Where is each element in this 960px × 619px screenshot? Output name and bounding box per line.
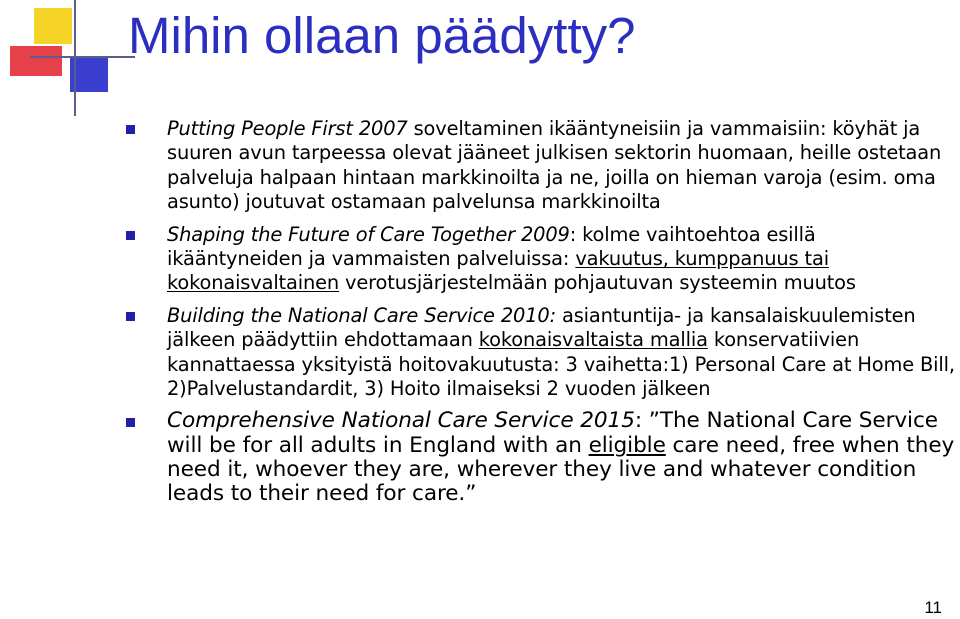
slide-title: Mihin ollaan päädytty? <box>128 7 636 64</box>
bullet-heading: Comprehensive National Care Service 2015 <box>167 408 635 434</box>
bullet-body: konservatiivien kannattaessa yksityistä hoitovakuutusta: 3 vaihetta:1) Personal Care at Home Bill, 2)Palvelustandardit, 3) Hoito ilmaiseksi 2 vuoden jälkeen <box>167 328 955 401</box>
logo-yellow-square <box>34 8 72 44</box>
bullet-item <box>126 304 956 402</box>
bullet-list <box>126 117 956 506</box>
slide-logo <box>0 0 135 118</box>
page-number: 11 <box>924 598 942 617</box>
bullet-body: soveltaminen ikääntyneisiin ja vammaisiin: köyhät ja suuren avun tarpeessa olevat jääneet julkisen sektorin huomaan, heille ostetaan palveluja halpaan hintaan markkinoilta ja ne, joilla on hieman varoja (esim. oma asunto) joutuvat ostamaan palvelunsa markkinoilta <box>167 117 942 214</box>
underlined-text: vakuutus, kumppanuus tai kokonaisvaltainen <box>167 247 829 295</box>
bullet-text <box>167 223 956 296</box>
bullet-body: care need, free when they need it, whoever they are, wherever they live and whatever condition leads to their need for care.” <box>167 432 955 507</box>
bullet-body: verotusjärjestelmään pohjautuvan systeemin muutos <box>339 271 856 295</box>
underlined-text: eligible <box>588 432 666 458</box>
bullet-heading: Building the National Care Service 2010: <box>167 303 556 327</box>
bullet-text <box>167 304 956 402</box>
bullet-text <box>167 117 956 215</box>
underlined-text: kokonaisvaltaista mallia <box>478 328 708 352</box>
bullet-heading: Shaping the Future of Care Together 2009 <box>167 222 570 246</box>
square-bullet-icon <box>126 125 135 134</box>
bullet-item <box>126 223 956 296</box>
bullet-text <box>167 409 956 506</box>
square-bullet-icon <box>126 418 135 427</box>
bullet-item <box>126 117 956 215</box>
bullet-item <box>126 409 956 506</box>
bullet-heading: Putting People First 2007 <box>167 117 408 140</box>
bullet-body: : kolme vaihtoehtoa esillä ikääntyneiden ja vammaisten palveluissa: <box>167 222 816 271</box>
bullet-body: : ”The National Care Service will be for all adults in England with an <box>167 408 938 458</box>
square-bullet-icon <box>126 231 135 240</box>
logo-red-square <box>10 46 62 76</box>
square-bullet-icon <box>126 312 135 321</box>
bullet-body: asiantuntija- ja kansalaiskuulemisten jälkeen päädyttiin ehdottamaan <box>167 303 916 352</box>
